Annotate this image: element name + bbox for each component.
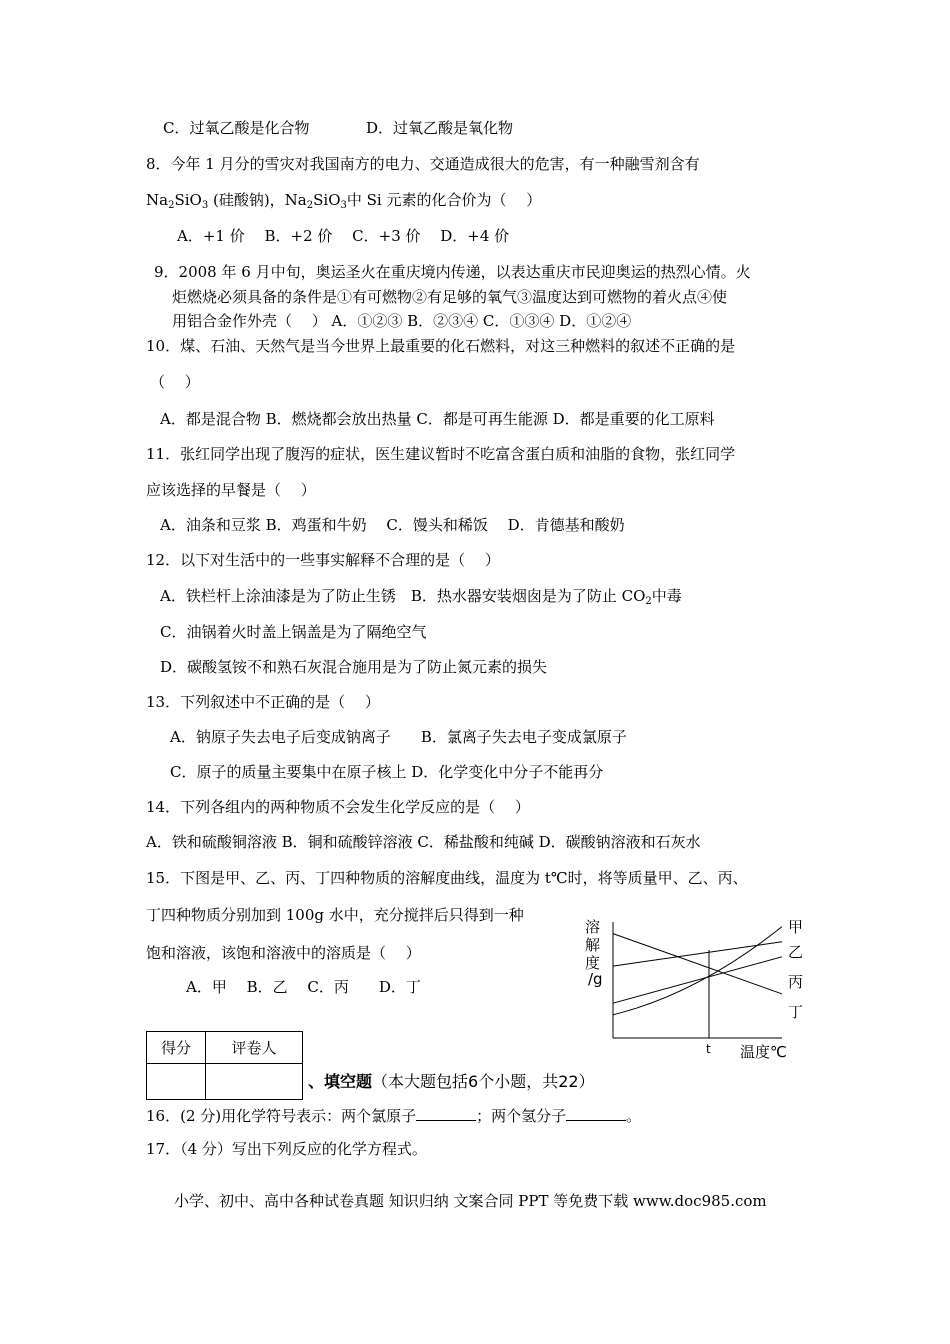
t-marker-label: t [706, 1042, 711, 1056]
q12-options-ab: A．铁栏杆上涂油漆是为了防止生锈 B．热水器安装烟囱是为了防止 $CO_2$中毒 [160, 587, 682, 607]
q8-options: A．+1 价 B．+2 价 C．+3 价 D．+4 价 [177, 227, 510, 245]
formula-part: Na [146, 191, 169, 209]
q12-stem: 12．以下对生活中的一些事实解释不合理的是（ ） [146, 551, 500, 569]
section-heading [308, 1069, 595, 1092]
q13-options-cd: C．原子的质量主要集中在原子核上 D．化学变化中分子不能再分 [170, 763, 604, 781]
q12-option-d: D．碳酸氢铵不和熟石灰混合施用是为了防止氮元素的损失 [160, 658, 548, 676]
series-label-1: 甲 [788, 918, 804, 936]
score-header: 得分 [147, 1032, 206, 1064]
page-footer: 小学、初中、高中各种试卷真题 知识归纳 文案合同 PPT 等免费下载 www.doc985.com [174, 1192, 767, 1210]
series-line-2 [613, 942, 782, 966]
q15-options: A．甲 B．乙 C．丙 D．丁 [186, 978, 421, 996]
formula-part: SiO [174, 191, 202, 209]
q17-stem: 17．（4 分）写出下列反应的化学方程式。 [146, 1140, 427, 1158]
y-axis-label-3: 度 [585, 954, 601, 972]
series-label-2: 乙 [788, 943, 804, 961]
section-title: 、填空题 [308, 1072, 373, 1091]
y-axis-label-1: 溶 [585, 918, 601, 936]
q10-stem-1: 10．煤、石油、天然气是当今世界上最重要的化石燃料，对这三种燃料的叙述不正确的是 [146, 337, 736, 355]
x-axis-label: 温度℃ [740, 1043, 787, 1061]
q13-options-ab: A．钠原子失去电子后变成钠离子 B．氯离子失去电子变成氯原子 [170, 728, 627, 746]
y-axis-label-4: /g [588, 970, 603, 988]
answer-blank-1[interactable] [416, 1106, 476, 1121]
grader-header: 评卷人 [206, 1032, 303, 1064]
q8-text: (硅酸钠)，Na [208, 191, 307, 209]
formula-part: SiO [313, 191, 341, 209]
q12-option-a: A．铁栏杆上涂油漆是为了防止生锈 B．热水器安装烟囱是为了防止 CO [160, 587, 646, 605]
q10-options: A．都是混合物 B．燃烧都会放出热量 C．都是可再生能源 D．都是重要的化工原料 [160, 410, 715, 428]
q16-text: 。 [626, 1107, 642, 1125]
q16-text: ；两个氢分子 [476, 1107, 567, 1125]
score-cell[interactable] [147, 1064, 206, 1100]
q9-stem-1: 9．2008 年 6 月中旬，奥运圣火在重庆境内传递，以表达重庆市民迎奥运的热烈心情。火 [154, 263, 751, 281]
solubility-chart [585, 910, 810, 1065]
y-axis-label-2: 解 [585, 936, 601, 954]
q14-options: A．铁和硫酸铜溶液 B．铜和硫酸锌溶液 C．稀盐酸和纯碱 D．碳酸钠溶液和石灰水 [146, 833, 701, 851]
score-table [146, 1031, 303, 1100]
q15-stem-1: 15．下图是甲、乙、丙、丁四种物质的溶解度曲线，温度为 t℃时，将等质量甲、乙、丙、 [146, 869, 748, 887]
q12-text: 中毒 [651, 587, 682, 605]
q11-stem-1: 11．张红同学出现了腹泻的症状，医生建议暂时不吃富含蛋白质和油脂的食物，张红同学 [146, 445, 736, 463]
q15-stem-3: 饱和溶液，该饱和溶液中的溶质是（ ） [146, 944, 421, 962]
q8-stem-1: 8．今年 1 月分的雪灾对我国南方的电力、交通造成很大的危害，有一种融雪剂含有 [146, 155, 700, 173]
series-line-1 [613, 927, 782, 1015]
q16-text: 16．(2 分)用化学符号表示：两个氯原子 [146, 1107, 417, 1125]
q16-stem [146, 1106, 641, 1125]
q12-option-c: C．油锅着火时盖上锅盖是为了隔绝空气 [160, 623, 427, 641]
q8-text: 中 Si 元素的化合价为（ ） [346, 191, 542, 209]
series-label-4: 丁 [788, 1003, 804, 1021]
grader-cell[interactable] [206, 1064, 303, 1100]
q10-stem-2: （ ） [150, 373, 200, 391]
section-note: （本大题包括6个小题，共22） [372, 1072, 595, 1091]
q9-stem-2: 炬燃烧必须具备的条件是①有可燃物②有足够的氧气③温度达到可燃物的着火点④使 [172, 288, 728, 306]
answer-blank-2[interactable] [566, 1106, 626, 1121]
q11-options: A．油条和豆浆 B．鸡蛋和牛奶 C．馒头和稀饭 D．肯德基和酸奶 [160, 516, 625, 534]
q8-stem-2: $Na_2SiO_3$ (硅酸钠)，$Na_2SiO_3$中 Si 元素的化合价为（ ） [146, 191, 542, 211]
q14-stem: 14．下列各组内的两种物质不会发生化学反应的是（ ） [146, 798, 530, 816]
q11-stem-2: 应该选择的早餐是（ ） [146, 481, 316, 499]
q7-option-d: D．过氧乙酸是氧化物 [366, 119, 514, 137]
q9-stem-3: 用铝合金作外壳（ ） A．①②③ B．②③④ C．①③④ D．①②④ [172, 312, 632, 330]
q15-stem-2: 丁四种物质分别加到 100g 水中，充分搅拌后只得到一种 [146, 906, 524, 924]
q13-stem: 13．下列叙述中不正确的是（ ） [146, 693, 380, 711]
series-label-3: 丙 [788, 973, 804, 991]
q7-option-c: C．过氧乙酸是化合物 [163, 119, 310, 137]
